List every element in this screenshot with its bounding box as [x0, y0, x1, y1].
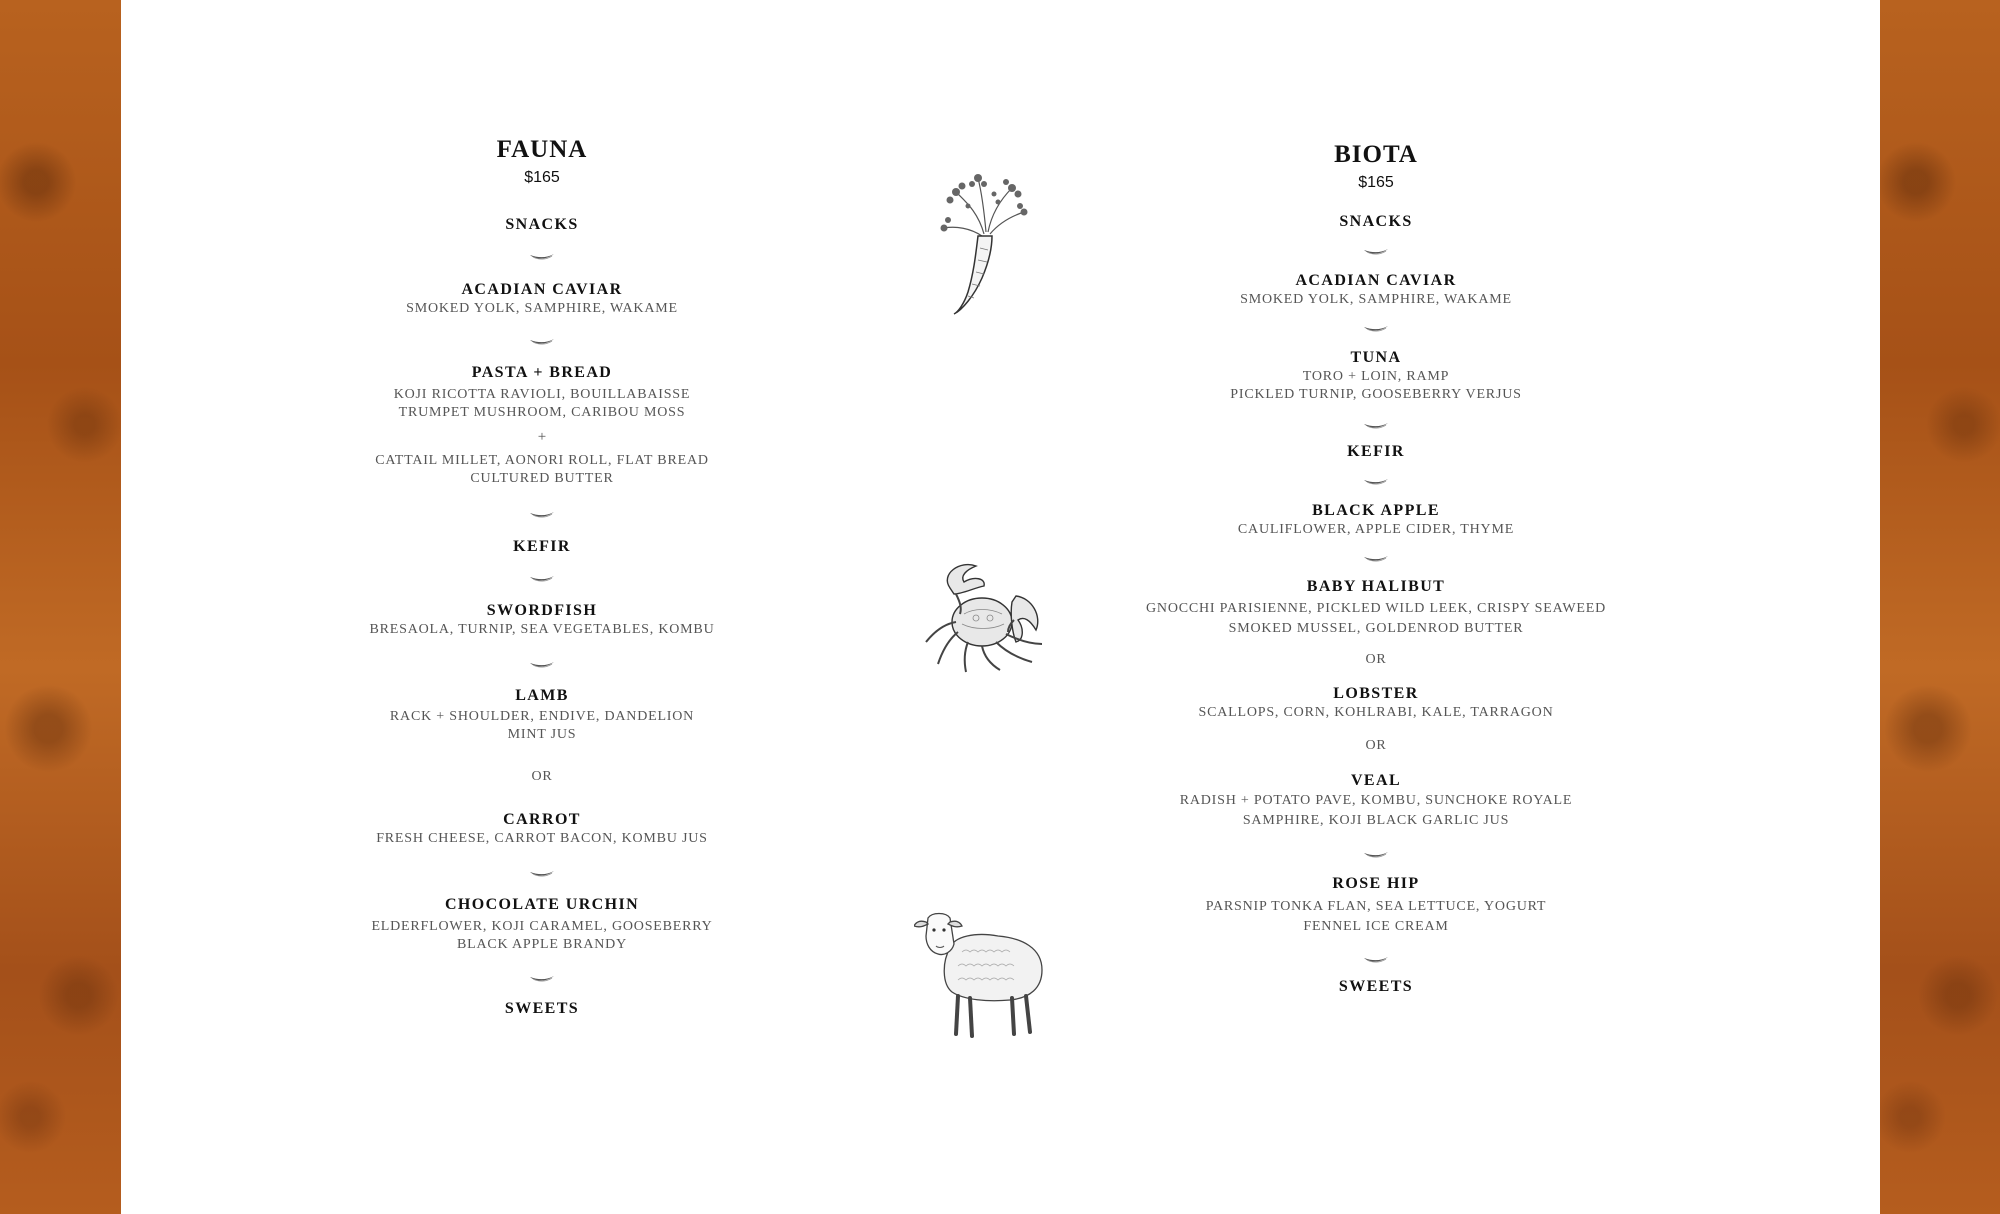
- biota-snacks: SNACKS: [1339, 213, 1413, 230]
- fauna-price: $165: [524, 169, 560, 186]
- fauna-carrot-desc: FRESH CHEESE, CARROT BACON, KOMBU JUS: [376, 831, 708, 846]
- fauna-lamb-name: LAMB: [515, 687, 569, 704]
- biota-halibut-desc-1: GNOCCHI PARISIENNE, PICKLED WILD LEEK, CRISPY SEAWEED: [1146, 601, 1606, 616]
- fauna-lamb-desc-2: MINT JUS: [507, 727, 577, 742]
- fauna-kefir: KEFIR: [513, 538, 571, 555]
- left-rust-border: [0, 0, 121, 1214]
- biota-tuna-name: TUNA: [1350, 349, 1402, 366]
- fauna-pasta-desc-1: KOJI RICOTTA RAVIOLI, BOUILLABAISSE: [393, 387, 691, 402]
- biota-veal-name: VEAL: [1350, 772, 1402, 789]
- swoosh-divider-icon: [1363, 476, 1389, 488]
- biota-lobster-name: LOBSTER: [1333, 685, 1419, 702]
- fauna-urchin-desc-1: ELDERFLOWER, KOJI CARAMEL, GOOSEBERRY: [371, 919, 713, 934]
- biota-tuna-desc-1: TORO + LOIN, RAMP: [1302, 369, 1450, 384]
- biota-lobster-desc: SCALLOPS, CORN, KOHLRABI, KALE, TARRAGON: [1198, 705, 1554, 720]
- biota-veal-desc-1: RADISH + POTATO PAVE, KOMBU, SUNCHOKE ROYALE: [1179, 793, 1573, 808]
- biota-rosehip-desc-1: PARSNIP TONKA FLAN, SEA LETTUCE, YOGURT: [1205, 899, 1547, 914]
- fauna-swordfish-name: SWORDFISH: [486, 602, 598, 619]
- biota-or-1: OR: [1365, 652, 1387, 667]
- right-rust-border: [1880, 0, 2000, 1214]
- biota-sweets: SWEETS: [1338, 978, 1414, 995]
- fauna-caviar-name: ACADIAN CAVIAR: [461, 281, 623, 298]
- fauna-caviar-desc: SMOKED YOLK, SAMPHIRE, WAKAME: [406, 301, 678, 316]
- swoosh-divider-icon: [1363, 246, 1389, 258]
- sheep-illustration: [914, 908, 1048, 1042]
- carrot-illustration: [938, 172, 1030, 316]
- biota-apple-desc: CAULIFLOWER, APPLE CIDER, THYME: [1237, 522, 1515, 537]
- fauna-menu: [336, 134, 748, 1019]
- biota-caviar-name: ACADIAN CAVIAR: [1295, 272, 1457, 289]
- swoosh-divider-icon: [1363, 553, 1389, 565]
- swoosh-divider-icon: [1363, 420, 1389, 432]
- swoosh-divider-icon: [529, 573, 555, 585]
- swoosh-divider-icon: [529, 336, 555, 348]
- fauna-pasta-desc-3: CATTAIL MILLET, AONORI ROLL, FLAT BREAD: [375, 453, 709, 468]
- biota-rosehip-name: ROSE HIP: [1332, 875, 1420, 892]
- biota-caviar-desc: SMOKED YOLK, SAMPHIRE, WAKAME: [1240, 292, 1512, 307]
- fauna-pasta-desc-4: CULTURED BUTTER: [470, 471, 614, 486]
- biota-kefir: KEFIR: [1347, 443, 1405, 460]
- crab-illustration: [920, 558, 1046, 674]
- biota-price: $165: [1358, 174, 1394, 191]
- biota-tuna-desc-2: PICKLED TURNIP, GOOSEBERRY VERJUS: [1230, 387, 1522, 402]
- fauna-pasta-name: PASTA + BREAD: [471, 364, 613, 381]
- swoosh-divider-icon: [529, 659, 555, 671]
- biota-veal-desc-2: SAMPHIRE, KOJI BLACK GARLIC JUS: [1242, 813, 1510, 828]
- fauna-lamb-desc-1: RACK + SHOULDER, ENDIVE, DANDELION: [389, 709, 695, 724]
- biota-halibut-desc-2: SMOKED MUSSEL, GOLDENROD BUTTER: [1228, 621, 1524, 636]
- fauna-pasta-plus: +: [537, 429, 547, 445]
- fauna-snacks: SNACKS: [505, 216, 579, 233]
- fauna-or: OR: [531, 769, 553, 784]
- swoosh-divider-icon: [529, 973, 555, 985]
- swoosh-divider-icon: [529, 509, 555, 521]
- fauna-sweets: SWEETS: [504, 1000, 580, 1017]
- biota-halibut-name: BABY HALIBUT: [1306, 578, 1446, 595]
- swoosh-divider-icon: [529, 251, 555, 263]
- swoosh-divider-icon: [1363, 323, 1389, 335]
- swoosh-divider-icon: [1363, 849, 1389, 861]
- swoosh-divider-icon: [529, 868, 555, 880]
- biota-apple-name: BLACK APPLE: [1312, 502, 1440, 519]
- fauna-carrot-name: CARROT: [503, 811, 581, 828]
- biota-rosehip-desc-2: FENNEL ICE CREAM: [1303, 919, 1449, 934]
- biota-menu: [1116, 139, 1636, 997]
- swoosh-divider-icon: [1363, 954, 1389, 966]
- fauna-title: FAUNA: [496, 136, 588, 163]
- fauna-urchin-desc-2: BLACK APPLE BRANDY: [457, 937, 627, 952]
- fauna-pasta-desc-2: TRUMPET MUSHROOM, CARIBOU MOSS: [398, 405, 686, 420]
- biota-or-2: OR: [1365, 738, 1387, 753]
- fauna-swordfish-desc: BRESAOLA, TURNIP, SEA VEGETABLES, KOMBU: [369, 622, 715, 637]
- fauna-urchin-name: CHOCOLATE URCHIN: [444, 896, 640, 913]
- biota-title: BIOTA: [1334, 141, 1418, 168]
